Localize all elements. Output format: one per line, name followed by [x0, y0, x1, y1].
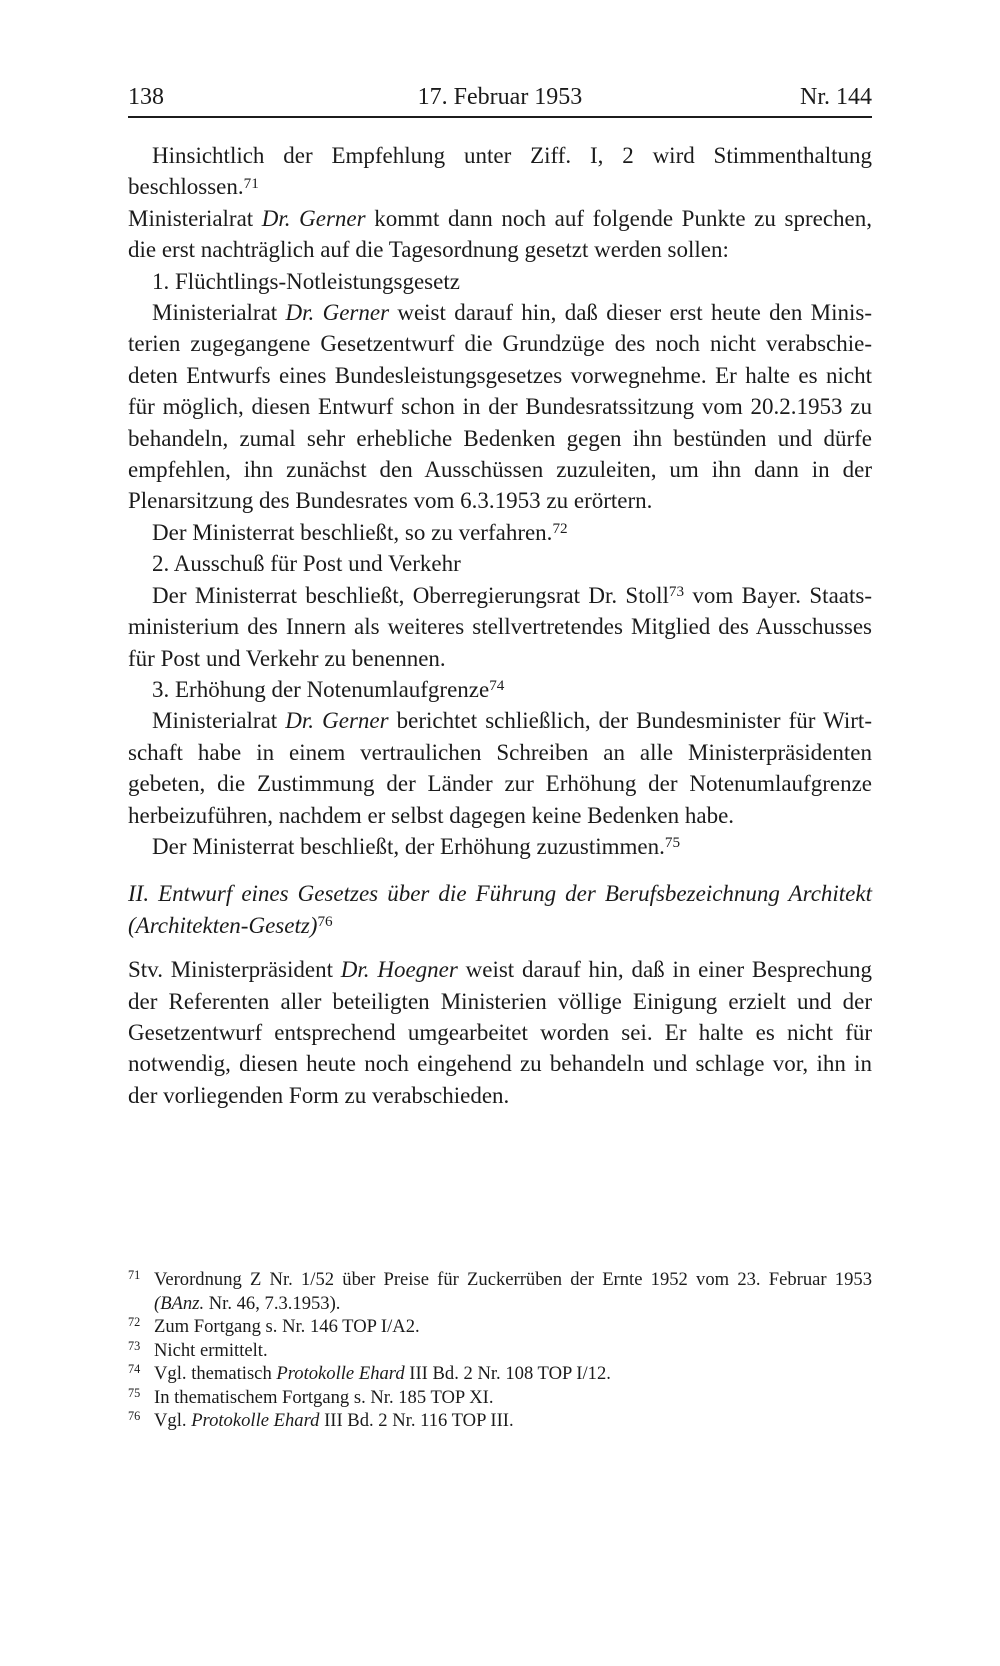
- footnote: [128, 1409, 872, 1433]
- footnote: [128, 1268, 872, 1315]
- footnote-text: Verordnung Z Nr. 1/52 über Preise für Zuckerrüben der Ernte 1952 vom 23. Februar 1953 (BAnz. Nr. 46, 7.3.1953).: [154, 1269, 872, 1314]
- section-heading: II. Entwurf eines Gesetzes über die Führung der Berufsbezeichnung Architekt (Architekten-Gesetz)$^{76}$: [128, 881, 872, 938]
- paragraph: 1. Flüchtlings-Notleistungsgesetz: [152, 268, 460, 294]
- paragraph: Der Ministerrat beschließt, so zu verfahren.$^{72}$: [152, 519, 568, 545]
- body-text: [128, 140, 872, 1111]
- footnote-number: 76: [128, 1409, 141, 1424]
- footnote: [128, 1315, 872, 1339]
- footnote-text: Vgl. Protokolle Ehard III Bd. 2 Nr. 116 TOP III.: [154, 1410, 514, 1431]
- paragraph: Der Ministerrat beschließt, der Erhöhung zuzustimmen.$^{75}$: [152, 833, 681, 859]
- footnote-number: 74: [128, 1362, 141, 1377]
- page-header: [128, 84, 872, 110]
- paragraph: Ministerialrat Dr. Gerner kommt dann noch auf folgende Punkte zu sprechen, die erst nachträglich auf die Tagesordnung gesetzt werden sollen:: [128, 205, 872, 263]
- footnote-text: Nicht ermittelt.: [154, 1339, 268, 1361]
- footnote: [128, 1386, 872, 1410]
- paragraph: Ministerialrat Dr. Gerner berichtet schließlich, der Bundesminister für Wirtschaft habe in einem vertraulichen Schreiben an alle Ministerpräsidenten gebeten, die Zustimmung der Länder zur Erhöhung der Notenumlaufgrenze herbeizuführen, nachdem er selbst dagegen keine Bedenken habe.: [128, 708, 872, 828]
- paragraph: 3. Erhöhung der Notenumlaufgrenze$^{74}$: [152, 676, 505, 702]
- footnote: [128, 1362, 872, 1386]
- paragraph: Der Ministerrat beschließt, Oberregierungsrat Dr. Stoll$^{73}$ vom Bayer. Staatsministerium des Innern als weiteres stellvertretendes Mitglied des Ausschusses für Post und Verkehr zu benennen.: [128, 582, 872, 671]
- page-number: 138: [128, 84, 164, 110]
- footnote-number: 72: [128, 1315, 141, 1330]
- paragraph: 2. Ausschuß für Post und Verkehr: [152, 551, 461, 577]
- paragraph: Ministerialrat Dr. Gerner weist darauf hin, daß dieser erst heute den Ministerien zugegangene Gesetzentwurf die Grundzüge des noch nicht verabschiedeten Entwurfs eines Bundesleistungsgesetzes vorwegnehme. Er halte es nicht für möglich, diesen Entwurf schon in der Bundesratssitzung vom 20.2.1953 zu behandeln, zumal sehr erhebliche Bedenken gegen ihn bestünden und dürfe empfehlen, ihn zunächst den Ausschüssen zuzuleiten, um ihn dann in der Plenarsitzung des Bundesrates vom 6.3.1953 zu erörtern.: [128, 300, 872, 514]
- footnotes-section: [128, 1268, 872, 1433]
- footnote: [128, 1339, 872, 1363]
- footnote-number: 75: [128, 1385, 141, 1400]
- paragraph: Stv. Ministerpräsident Dr. Hoegner weist darauf hin, daß in einer Besprechung der Referenten aller beteiligten Ministerien völlige Einigung erzielt und der Gesetzentwurf entsprechend umgearbeitet worden sei. Er halte es nicht für notwendig, diesen heute noch eingehend zu behandeln und schlage vor, ihn in der vorliegenden Form zu verabschieden.: [128, 957, 872, 1108]
- footnote-number: 73: [128, 1338, 141, 1353]
- header-rule: [128, 116, 872, 118]
- header-date: 17. Februar 1953: [417, 84, 583, 110]
- paragraph: Hinsichtlich der Empfehlung unter Ziff. I, 2 wird Stimmenthaltung beschlossen.$^{71}$: [128, 143, 872, 200]
- footnote-number: 71: [128, 1268, 141, 1283]
- header-issue-number: Nr. 144: [800, 84, 872, 110]
- footnote-text: Zum Fortgang s. Nr. 146 TOP I/A2.: [154, 1316, 420, 1337]
- footnote-text: Vgl. thematisch Protokolle Ehard III Bd. 2 Nr. 108 TOP I/12.: [154, 1363, 611, 1384]
- footnote-text: In thematischem Fortgang s. Nr. 185 TOP XI.: [154, 1386, 494, 1408]
